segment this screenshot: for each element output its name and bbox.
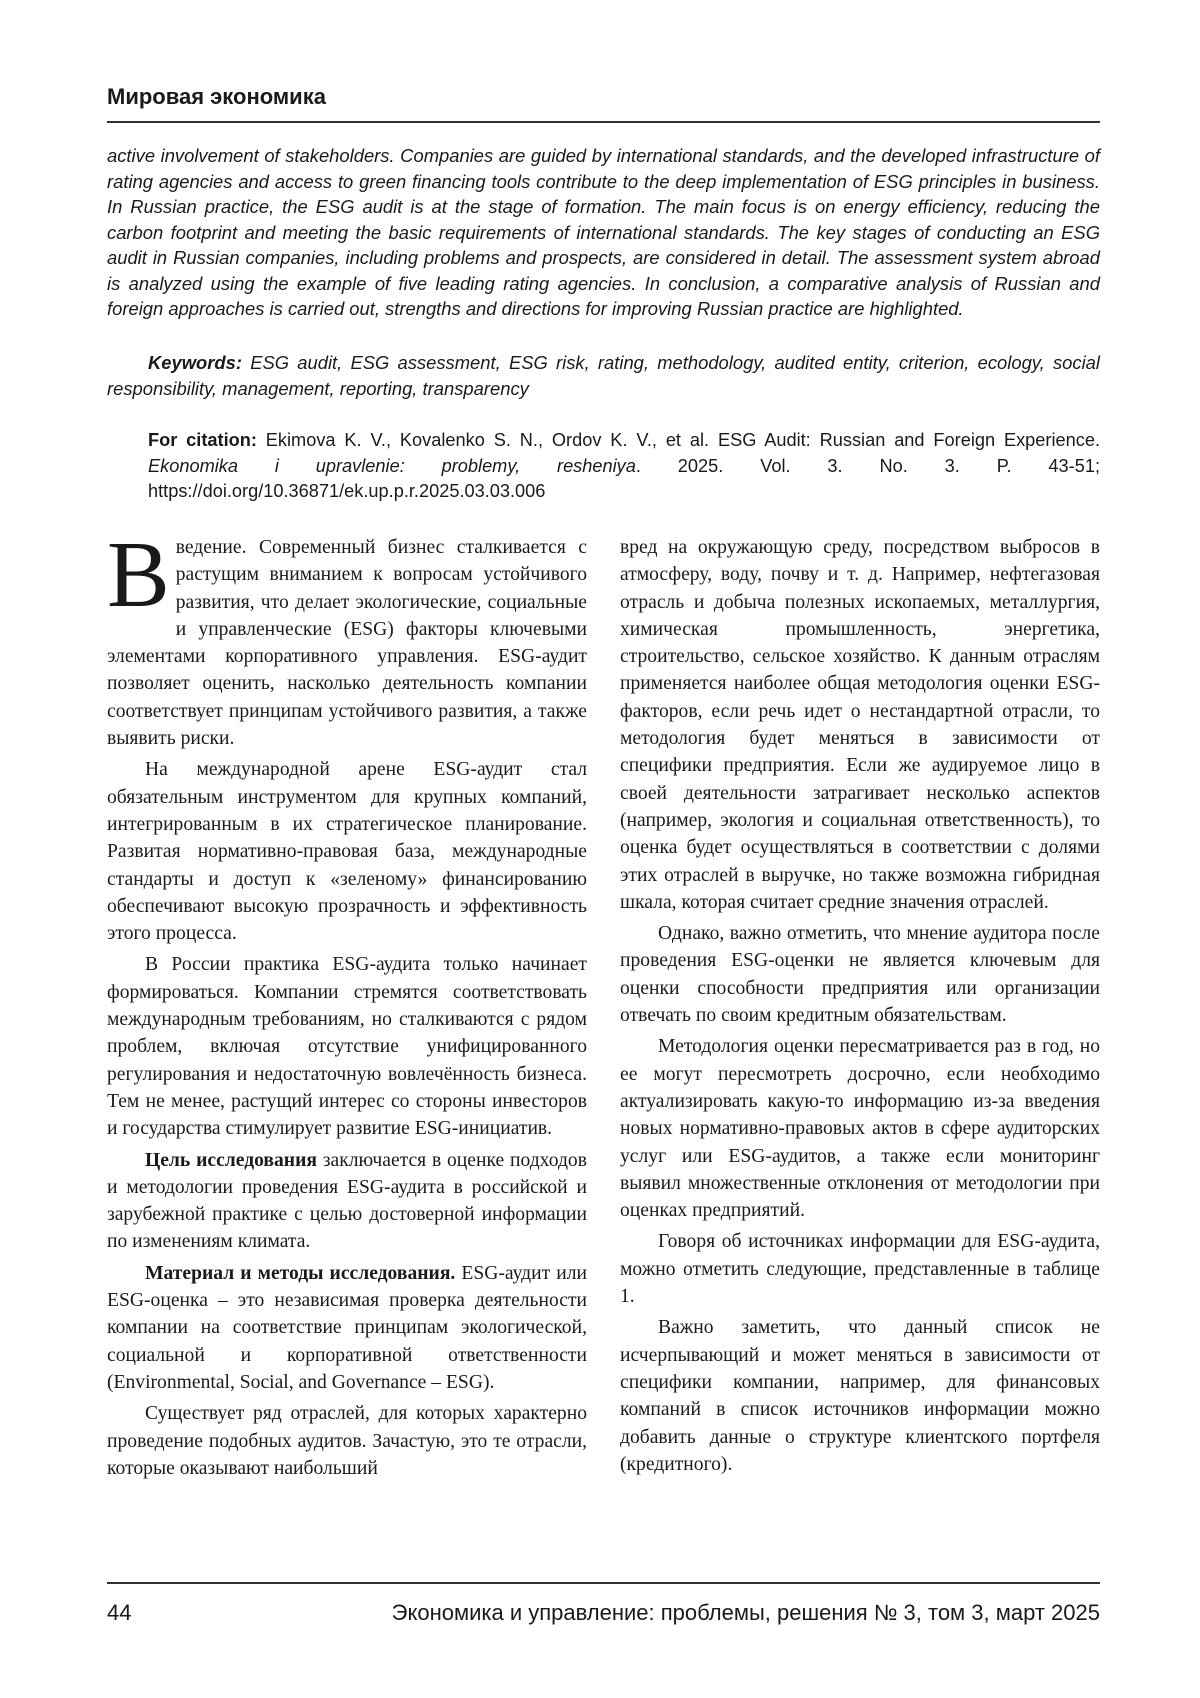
paragraph: Говоря об источниках информации для ESG-аудита, можно отметить следующие, представленные в таблице 1.	[620, 1231, 1100, 1308]
aim-heading: Цель исследования	[145, 1149, 317, 1171]
paragraph-aim	[107, 1147, 587, 1256]
paragraph: На международной арене ESG-аудит стал обязательным инструментом для крупных компаний, интегрированным в их стратегическое планирование. Развитая нормативно-правовая база, международные стандарты и доступ к «зеленому» финансированию обеспечивают высокую прозрачность и эффективность этого процесса.	[107, 759, 587, 945]
aim-text: заключается в оценке подходов и методологии проведения ESG-аудита в российской и зарубежной практике с целью достоверной информации по изменениям климата.	[107, 1149, 587, 1253]
citation-journal: Ekonomika i upravlenie: problemy, resheniya	[148, 455, 636, 476]
methods-heading: Материал и методы исследования.	[145, 1262, 456, 1284]
header-rule	[107, 121, 1100, 123]
paragraph-methods	[107, 1260, 587, 1396]
citation	[148, 428, 1100, 505]
citation-authors-title: Ekimova K. V., Kovalenko S. N., Ordov K. V., et al. ESG Audit: Russian and Foreign Experience.	[265, 430, 1101, 450]
paragraph: Методология оценки пересматривается раз в год, но ее могут пересмотреть досрочно, если необходимо актуализировать какую-то информацию из-за введения новых нормативно-правовых актов в сфере аудиторских услуг или ESG-аудитов, а также если мониторинг выявил множественные отклонения от методологии при оценках предприятий.	[620, 1036, 1100, 1222]
paragraph: Существует ряд отраслей, для которых характерно проведение подобных аудитов. Зачастую, это те отрасли, которые оказывают наибольший	[107, 1403, 587, 1479]
section-title: Мировая экономика	[107, 84, 326, 109]
paragraph-continued: вред на окружающую среду, посредством выбросов в атмосферу, воду, почву и т. д. Например, нефтегазовая отрасль и добыча полезных ископаемых, металлургия, химическая промышленность, энергетика, строительство, сельское хозяйство. К данным отраслям применяется наиболее общая методология оценки ESG-факторов, если речь идет о нестандартной отрасли, то методология будет меняться в зависимости от специфики предприятия. Если же аудируемое лицо в своей деятельности затрагивает несколько аспектов (например, экология и социальная ответственность), то оценка будет осуществляться в соответствии с долями этих отраслей в выручке, но также возможна гибридная шкала, которая считает средние значения отраслей.	[620, 537, 1100, 913]
intro-paragraph	[107, 523, 587, 752]
drop-cap: В	[107, 523, 170, 627]
intro-text: ведение. Современный бизнес сталкивается с растущим вниманием к вопросам устойчивого развития, что делает экологические, социальные и управленческие (ESG) факторы ключевыми элементами корпоративного управления. ESG-аудит позволяет оценить, насколько деятельность компании соответствует принципам устойчивого развития, а также выявить риски.	[107, 537, 587, 750]
body-column-right	[620, 534, 1100, 1478]
citation-label: For citation:	[148, 430, 257, 450]
abstract-text: active involvement of stakeholders. Companies are guided by international standards, and the developed infrastructure of rating agencies and access to green financing tools contribute to the deep implementation of ESG principles in business. In Russian practice, the ESG audit is at the stage of formation. The main focus is on energy efficiency, reducing the carbon footprint and meeting the basic requirements of international standards. The key stages of conducting an ESG audit in Russian companies, including problems and prospects, are considered in detail. The assessment system abroad is analyzed using the example of five leading rating agencies. In conclusion, a comparative analysis of Russian and foreign approaches is carried out, strengths and directions for improving Russian practice are highlighted.	[107, 145, 1100, 319]
keywords-label: Keywords:	[148, 352, 243, 373]
paragraph: Однако, важно отметить, что мнение аудитора после проведения ESG-оценки не является ключевым для оценки способности предприятия или организации отвечать по своим кредитным обязательствам.	[620, 923, 1100, 1027]
page-number: 44	[107, 1600, 132, 1625]
paragraph: В России практика ESG-аудита только начинает формироваться. Компании стремятся соответствовать международным требованиям, но сталкиваются с рядом проблем, включая отсутствие унифицированного регулирования и недостаточную вовлечённость бизнеса. Тем не менее, растущий интерес со стороны инвесторов и государства стимулирует развитие ESG-инициатив.	[107, 954, 587, 1140]
paragraph: Важно заметить, что данный список не исчерпывающий и может меняться в зависимости от специфики компании, например, для финансовых компаний в список источников информации можно добавить данные о структуре клиентского портфеля (кредитного).	[620, 1317, 1100, 1475]
methods-text: ESG-аудит или ESG-оценка – это независимая проверка деятельности компании на соответствие принципам экологической, социальной и корпоративной ответственности (Environmental, Social, and Governance – ESG).	[107, 1262, 587, 1393]
citation-details: . 2025. Vol. 3. No. 3. P. 43-51; https://doi.org/10.36871/ek.up.p.r.2025.03.03.006	[148, 455, 1100, 501]
body-column-left	[107, 523, 587, 1482]
keywords	[107, 350, 1100, 401]
footer-rule	[107, 1582, 1100, 1584]
keywords-list: ESG audit, ESG assessment, ESG risk, rating, methodology, audited entity, criterion, ecology, social responsibility, management, reporting, transparency	[107, 352, 1100, 399]
journal-footer: Экономика и управление: проблемы, решения № 3, том 3, март 2025	[391, 1600, 1100, 1625]
